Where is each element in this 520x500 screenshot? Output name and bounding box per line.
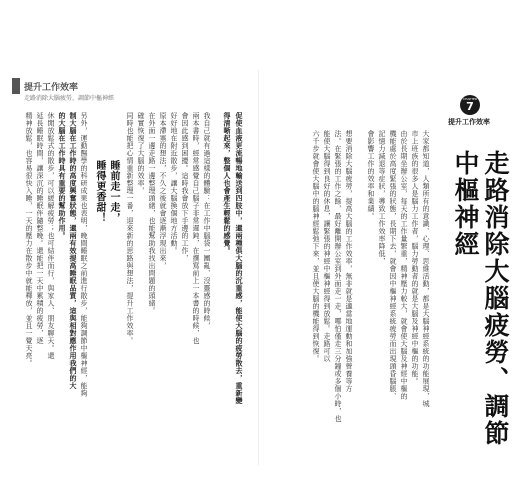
body-column: 市上班族的很多人是腦力工作者，腦力勞動者的就是大腦及神經中樞的功能。 [411,130,419,385]
body-column: 延長睡眠時間，讓深沉的睡眠伴隨整晚。還能把一天中累積的疲勞，逐 [36,112,44,345]
highlight-column: 制大腦在工作時的高度興奮狀態，還兩有效提高睡眠品質，這與相對應作用我們的大 [69,112,77,390]
body-column: 在外面一邊走路一邊整理頭緒，也能幫助我找出問題的頭緒。 [148,112,156,315]
body-column: 同時也能把心情重新整理一番，迎來新的思路與想法，提升工作效率。 [126,112,134,345]
body-column: 大家都知道，人類所有的意識、心理、思維活動，都是大腦神經系統的功能展現，城 [422,130,430,408]
chapter-number: 7 [466,100,474,113]
body-column: 記憶力減退等症狀，導致工作效率降低， [378,130,386,265]
body-column: 會影響工作的效率和業績。 [367,130,375,220]
body-column: 法。在緊張的工作之餘，最好離開辦公室到外面走一走，哪怕僅走三分鐘或多個小時，也 [334,130,342,423]
body-column: 我自己就有過這樣的體驗：在工作中腦袋一團亂、沒靈感的時候， [203,112,211,330]
running-head-bar [12,78,20,94]
body-column: 精神放鬆，也容易很快入睡，一天的壓力在散步中就能釋放，並且一覺天亮。 [25,112,33,367]
running-head: 提升工作效率 [24,83,79,93]
body-column: 原本滯塞的想法，不久之後就會逐漸浮現出來， [159,112,167,270]
chapter-badge [460,95,480,115]
running-head-subtitle: 走路消除大腦疲勞、調節中樞神經 [24,95,115,102]
body-column: 由於長期坐辦公室，每天的工作量繁重，精神壓力較大，就會使大腦及神經中樞的 [400,130,408,400]
body-column: 兩本書時，經常感覺自己腦子非常遲鈍，在撰寫前上一本書的時候，也 [192,112,200,345]
section-heading: 睡前走一走， [108,160,119,223]
lead-column: 促使血液更流暢地輸送到四肢中，還兩種俱大腦的沉重感，能使大腦的疲勞散去，重新變 [235,112,243,405]
chapter-title: 提升工作效率 [448,118,490,126]
body-column: 六千步就會使大腦中的腦神經鬆弛下來，並且使大腦的機能得到恢復。 [312,130,320,363]
body-column: 確實恢復了大腦的效率， [137,112,145,195]
body-column: 會因此感到困擾。這時我會放下手邊的工作， [181,112,189,262]
body-column: 好好地在附近散步，讓大腦換個地方活動。 [170,112,178,255]
body-column: 休閒放鬆式的散步，可以緩解疲勞；也可結伴而行，與家人、朋友聊天。還 [47,112,55,360]
body-column: 想要消除大腦疲勞，提高大腦的工作效率，無非就是適當地運動和加強營養等方 [345,130,353,393]
page-title: 走路消除大腦疲勞、調節中樞神經 [451,150,510,447]
gutter [258,70,259,465]
section-heading: 睡得更香甜！ [94,160,105,223]
chapter-label: CHAPTER [462,97,478,101]
body-column: 能使大腦得到良好的休息，讓緊張的神經中樞神經得到放鬆。走路可以 [323,130,331,363]
body-column: 機能處於高度緊張的狀態，長期下去，就會因中樞神經系統疲勞而出現頭昏腦脹、 [389,130,397,400]
lead-column: 得清晰起來，整個人也會產生輕鬆的感覺。 [223,112,231,255]
body-column: 另外，運動醫學的科研成果也表明，晚間睡眠之前進行散步，能夠調節中樞神經，能夠 [80,112,88,397]
highlight-column: 的大腦在工作時具有重要的幫助作用。 [58,112,66,240]
